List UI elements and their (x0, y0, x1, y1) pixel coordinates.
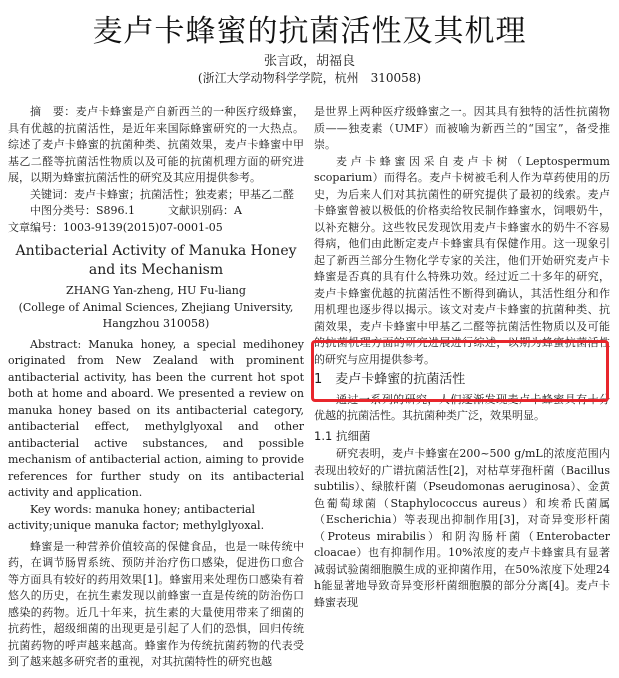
subsection-1-1-text: 研究表明，麦卢卡蜂蜜在200~500 g/mL的浓度范围内表现出较好的广谱抗菌活性[2]，对枯草芽孢杆菌（Bacillus subtilis）、绿脓杆菌（Pseudomonas aeruginosa）、金黄色葡萄球菌（Staphylococcus aureus）和埃希氏菌属（Escherichia）等表现出抑制作用[3]，对奇异变形杆菌（Proteus mirabilis）和阴沟肠杆菌（Enterobacter cloacae）也有抑制作用。10%浓度的麦卢卡蜂蜜具有显著减弱试验菌细胞膜生成的亚抑菌作用，在50%浓度下处理24 h能显著地导致奇异变形杆菌细胞膜的部分分离[4]。麦卢卡蜂蜜表现 (314, 447, 610, 609)
paper-authors: 张言政，胡福良 (263, 54, 355, 69)
paper-title: 麦卢卡蜂蜜的抗菌活性及其机理 (92, 14, 527, 49)
english-keywords: Key words: manuka honey; antibacterial activity;unique manuka factor; methylglyoxal. (8, 502, 265, 532)
classification: 中图分类号：S896.1 文献识别码：A (30, 204, 242, 217)
english-title: Antibacterial Activity of Manuka Honey and its Mechanism (15, 243, 297, 278)
keywords-cn: 关键词：麦卢卡蜂蜜；抗菌活性；独麦素；甲基乙二醛 (30, 187, 294, 201)
right-paragraph-1: 是世界上两种医疗级蜂蜜之一。因其具有独特的活性抗菌物质——独麦素（UMF）而被喻为新西兰的“国宝”，备受推崇。 (314, 105, 610, 151)
article-id: 文章编号：1003-9139(2015)07-0001-05 (8, 220, 223, 234)
english-affiliation: (College of Animal Sciences, Zhejiang University, Hangzhou 310058) (18, 300, 294, 330)
introduction-paragraph: 蜂蜜是一种营养价值较高的保健食品，也是一味传统中药，在调节肠胃系统、预防并治疗伤口感染，促进伤口愈合等方面具有较好的药用效果[1]。蜂蜜用来处理伤口感染有着悠久的历史，在抗生素发现以前蜂蜜一直是传统的防治伤口感染的药物。近几十年来，抗生素的大量使用带来了细菌的抗药性，超级细菌的出现更是引起了人们的恐惧，回归传统抗菌药物的呼声越来越高。蜂蜜作为传统抗菌药物的代表受到了越来越多研究者的重视，对其抗菌特性的研究也越 (8, 539, 304, 668)
right-paragraph-2: 麦卢卡蜂蜜因采自麦卢卡树（Leptospermum scoparium）而得名。麦卢卡树被毛利人作为草药使用的历史，为后来人们对其抗菌性的研究提供了最初的线索。麦卢卡蜂蜜曾被以极低的价格卖给牧民制作蜂蜜水，饲喂奶牛，以补充糖分。这些牧民发现饮用麦卢卡蜂蜜水的奶牛不容易得病，他们由此断定麦卢卡蜂蜜具有保健作用。这一现象引起了新西兰部分生物化学专家的关注，他们开始研究麦卢卡蜂蜜是否真的具有什么特殊功效。经过近二十多年的研究，麦卢卡蜂蜜优越的抗菌活性不断得到确认，其活性组分和作用机理也逐步得以揭示。该文对麦卢卡蜂蜜的抗菌种类、抗菌效果，麦卢卡蜂蜜中甲基乙二醛等抗菌活性物质以及可能的抗菌机理方面的研究进展进行综述，以期为蜂蜜抗菌活性的研究与应用提供参考。 (314, 154, 610, 366)
left-column (8, 104, 304, 678)
right-column (314, 104, 610, 678)
section-1-heading: 1 麦卢卡蜂蜜的抗菌活性 (314, 372, 466, 387)
paper-affiliation: (浙江大学动物科学学院，杭州 310058) (197, 71, 422, 85)
section-1-text: 通过一系列的研究，人们逐渐发现麦卢卡蜂蜜具有十分优越的抗菌活性。其抗菌种类广泛，效果明显。 (314, 392, 610, 422)
subsection-1-1-heading: 1.1 抗细菌 (314, 428, 371, 443)
abstract-cn: 摘 要：麦卢卡蜂蜜是产自新西兰的一种医疗级蜂蜜，具有优越的抗菌活性，是近年来国际蜂蜜研究的一大热点。综述了麦卢卡蜂蜜的抗菌种类、抗菌效果，麦卢卡蜂蜜中甲基乙二醛等抗菌活性物质以及可能的抗菌机理方面的研究进展，以期为蜂蜜抗菌活性的研究及其应用提供参考。 (8, 105, 304, 184)
english-authors: ZHANG Yan-zheng, HU Fu-liang (66, 284, 246, 297)
english-abstract: Abstract: Manuka honey, a special medihoney originated from New Zealand with prominent antibacterial activity, has been the current hot spot both at home and aboard. We presented a review on manuka honey based on its antibacterial category, antibacterial effect, methylglyoxal and other antibacterial active substances, and possible mechanism of antibacterial action, aiming to provide references for further study on its antibacterial activity and application. (8, 337, 304, 499)
